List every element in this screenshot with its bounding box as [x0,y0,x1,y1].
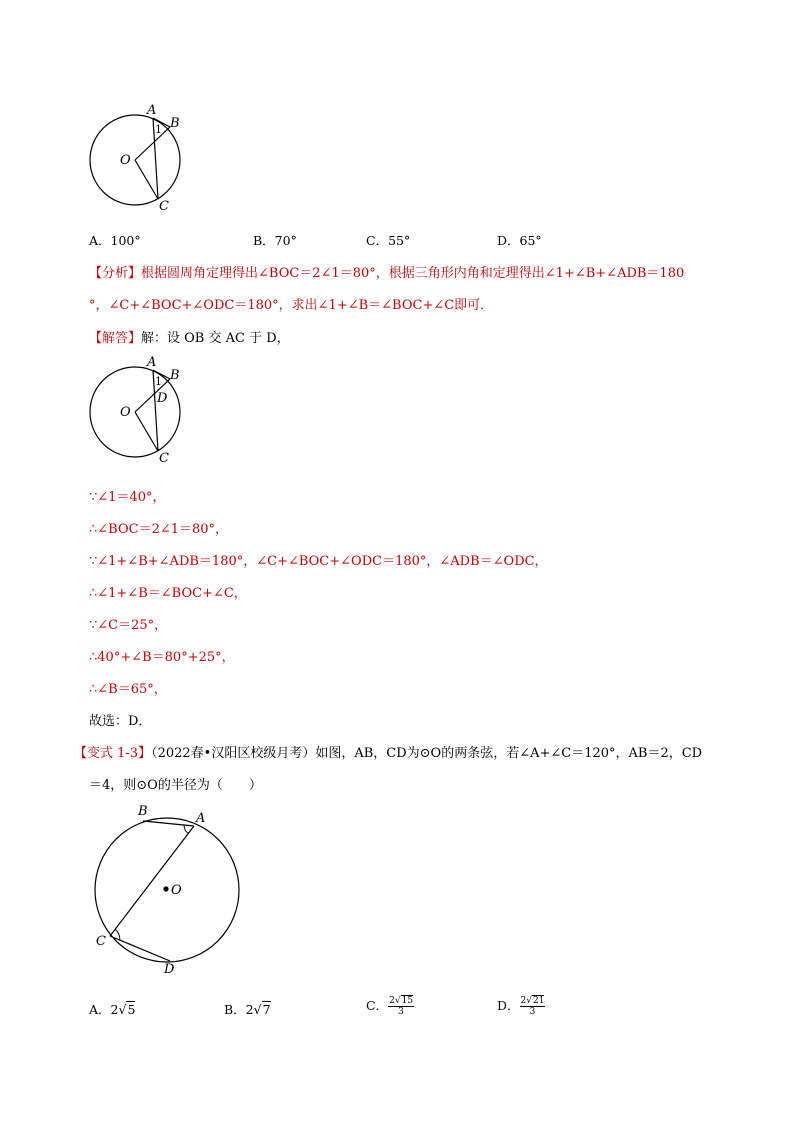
label-c: C [159,451,169,466]
label-o: O [171,883,182,898]
step-6: ∴40°+∠B＝80°+25°， [89,650,235,665]
radius-ob [135,127,170,160]
label-angle-1: 1 [155,123,162,136]
label-b: B [138,804,148,819]
fraction: $\frac{2√15}{3}$ [389,996,414,1017]
label-b: B [170,116,180,131]
radius-oc [135,412,158,451]
option-c: C． $\frac{2√15}{3}$ [366,996,414,1017]
option-a: A．100° [89,233,141,248]
step-2: ∴∠BOC＝2∠1＝80°， [89,522,229,537]
center-dot [163,886,168,891]
option-a: A．2√5 [89,1002,136,1017]
chord-ac [110,826,194,936]
radius-oc [135,160,158,199]
conclusion: 故选：D． [89,714,152,729]
variant-text-1: （2022春•汉阳区校级月考）如图，AB，CD为⊙O的两条弦，若∠A+∠C＝120°，AB＝2，CD [151,746,703,761]
option-c: C．55° [366,233,411,248]
analysis-text-1: 根据圆周角定理得出∠BOC＝2∠1＝80°，根据三角形内角和定理得出∠1+∠B+∠ADB＝180 [141,266,685,281]
analysis-line-2: °，∠C+∠BOC+∠ODC＝180°，求出∠1+∠B＝∠BOC+∠C即可． [89,298,494,313]
figure-circle-1 [80,100,200,220]
figure-circle-3 [85,800,255,980]
option-d: D． $\frac{2√21}{3}$ [497,996,545,1017]
analysis-line-1 [89,262,684,281]
label-a: A [147,103,157,118]
step-1: ∵∠1＝40°， [89,490,166,505]
option-b: B．70° [253,233,297,248]
figure-circle-2 [80,350,200,470]
step-7: ∴∠B＝65°， [89,682,167,697]
label-c: C [159,199,169,214]
variant-line-1 [74,742,702,761]
label-o: O [120,153,131,168]
label-b: B [170,368,180,383]
fraction: $\frac{2√21}{3}$ [520,996,545,1017]
label-angle-1: 1 [155,375,162,388]
angle-mark-a [184,825,189,833]
step-5: ∵∠C＝25°， [89,618,168,633]
label-a: A [196,811,206,826]
answer-intro: 解：设 OB 交 AC 于 D， [141,331,290,346]
label-o: O [120,405,131,420]
answer-line [89,327,290,346]
label-d: D [164,962,175,977]
variant-tag: 【变式 1-3】 [74,746,152,761]
option-b: B．2√7 [224,1002,271,1017]
chord-ab [143,821,194,826]
label-c: C [96,934,106,949]
variant-line-2: ＝4，则⊙O的半径为（ ） [89,778,262,793]
step-4: ∴∠1+∠B＝∠BOC+∠C， [89,586,247,601]
step-3: ∵∠1+∠B+∠ADB＝180°，∠C+∠BOC+∠ODC＝180°，∠ADB＝∠ODC， [89,554,548,569]
label-d: D [157,391,168,406]
option-d: D．65° [497,233,542,248]
answer-tag: 【解答】 [89,331,142,346]
label-a: A [147,355,157,370]
analysis-tag: 【分析】 [89,266,142,281]
